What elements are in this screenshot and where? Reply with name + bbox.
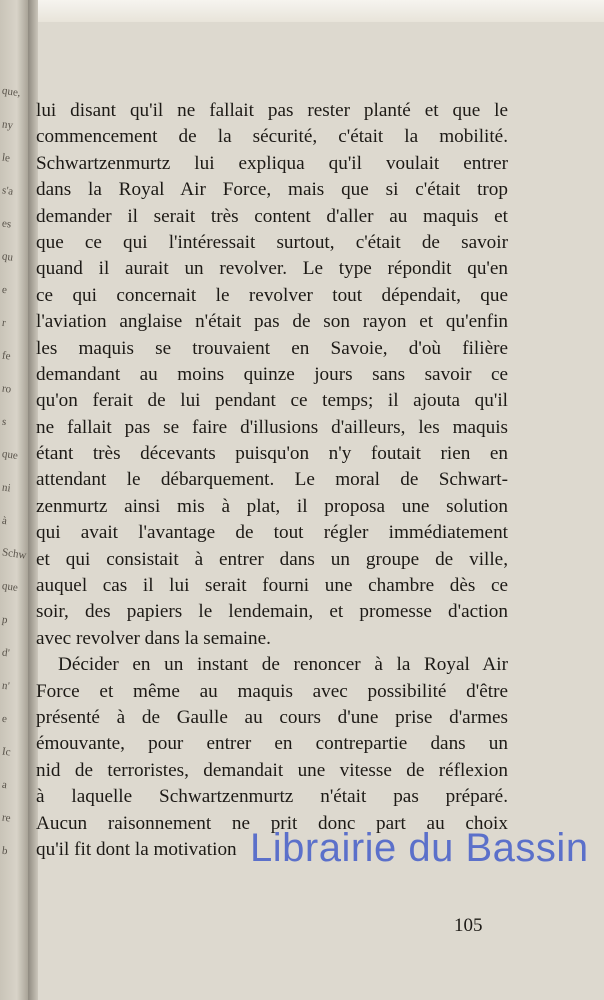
left-page-fragment: ro	[1, 382, 12, 396]
text-line: attendant le débarquement. Le moral de Schwart-	[36, 469, 508, 491]
left-page-fragment: p	[1, 613, 9, 627]
left-page-fragment: qu	[1, 250, 14, 264]
text-line: avec revolver dans la semaine.	[36, 627, 271, 649]
left-page-fragment: d'	[1, 646, 11, 660]
left-page-fragment: n'	[1, 679, 11, 693]
text-line: nid de terroristes, demandait une vitesse de réflexion	[36, 759, 508, 781]
text-line: Schwartzenmurtz lui expliqua qu'il voulait entrer	[36, 152, 508, 174]
page-top-edge	[0, 0, 604, 22]
left-page-fragment: b	[1, 844, 9, 858]
left-page-fragment: que	[1, 579, 19, 595]
left-page-fragment: que	[1, 447, 19, 463]
text-line: commencement de la sécurité, c'était la mobilité.	[36, 126, 508, 148]
left-page-fragment: s'a	[1, 184, 14, 198]
text-line: que ce qui l'intéressait surtout, c'était de savoir	[36, 231, 508, 253]
left-page-fragment: Schw	[1, 546, 28, 562]
text-line: présenté à de Gaulle au cours d'une prise d'armes	[36, 706, 508, 728]
text-line: quand il aurait un revolver. Le type répondit qu'en	[36, 258, 508, 280]
book-text	[36, 98, 508, 863]
text-line: et qui consistait à entrer dans un groupe de ville,	[36, 548, 508, 570]
text-line: étant très décevants puisqu'on n'y foutait rien en	[36, 443, 508, 465]
text-line: auquel cas il lui serait fourni une chambre dès ce	[36, 575, 508, 597]
left-page-fragment: a	[1, 778, 8, 792]
text-line: demandant au moins quinze jours sans savoir ce	[36, 363, 508, 385]
left-page-fragment: re	[1, 811, 12, 825]
left-page-fragment: Ic	[1, 745, 12, 759]
text-line: demander il serait très content d'aller au maquis et	[36, 205, 508, 227]
text-line: soir, des papiers le lendemain, et promesse d'action	[36, 601, 508, 623]
text-line: ce qui concernait le revolver tout dépendait, que	[36, 284, 508, 306]
text-line: Décider en un instant de renoncer à la Royal Air	[58, 654, 508, 676]
left-page-fragment: le	[1, 151, 11, 165]
left-page-fragment: r	[1, 316, 7, 330]
text-line: zenmurtz ainsi mis à plat, il proposa une solution	[36, 495, 508, 517]
text-line: qu'on ferait de lui pendant ce temps; il ajouta qu'il	[36, 390, 508, 412]
text-line: lui disant qu'il ne fallait pas rester planté et que le	[36, 100, 508, 121]
left-page-fragment: ny	[1, 118, 14, 132]
left-page-fragment: fe	[1, 349, 12, 363]
text-line: à laquelle Schwartzenmurtz n'était pas préparé.	[36, 786, 508, 808]
text-line: les maquis se trouvaient en Savoie, d'où filière	[36, 337, 508, 359]
left-page-edge	[0, 0, 28, 1000]
text-line: Force et même au maquis avec possibilité d'être	[36, 680, 508, 702]
left-page-fragment: ni	[1, 481, 12, 495]
text-line: l'aviation anglaise n'était pas de son rayon et qu'enfin	[36, 311, 508, 333]
text-line: qu'il fit dont la motivation	[36, 838, 237, 860]
left-page-fragment: à	[1, 514, 8, 528]
left-page-fragment: s	[1, 415, 8, 429]
left-page-fragment: es	[1, 217, 12, 231]
page-number: 105	[454, 915, 483, 936]
left-page-fragment: e	[1, 712, 8, 726]
watermark-text: Librairie du Bassin	[250, 826, 589, 870]
text-line: Aucun raisonnement ne prit donc part au choix	[36, 812, 508, 834]
text-line: qui avait l'avantage de tout régler immédiatement	[36, 522, 508, 544]
text-line: dans la Royal Air Force, mais que si c'était trop	[36, 179, 508, 201]
left-page-fragment: e	[1, 283, 8, 297]
text-line: émouvante, pour entrer en contrepartie dans un	[36, 733, 508, 755]
left-page-fragment: que,	[1, 84, 22, 100]
text-line: ne fallait pas se faire d'illusions d'ailleurs, les maquis	[36, 416, 508, 438]
